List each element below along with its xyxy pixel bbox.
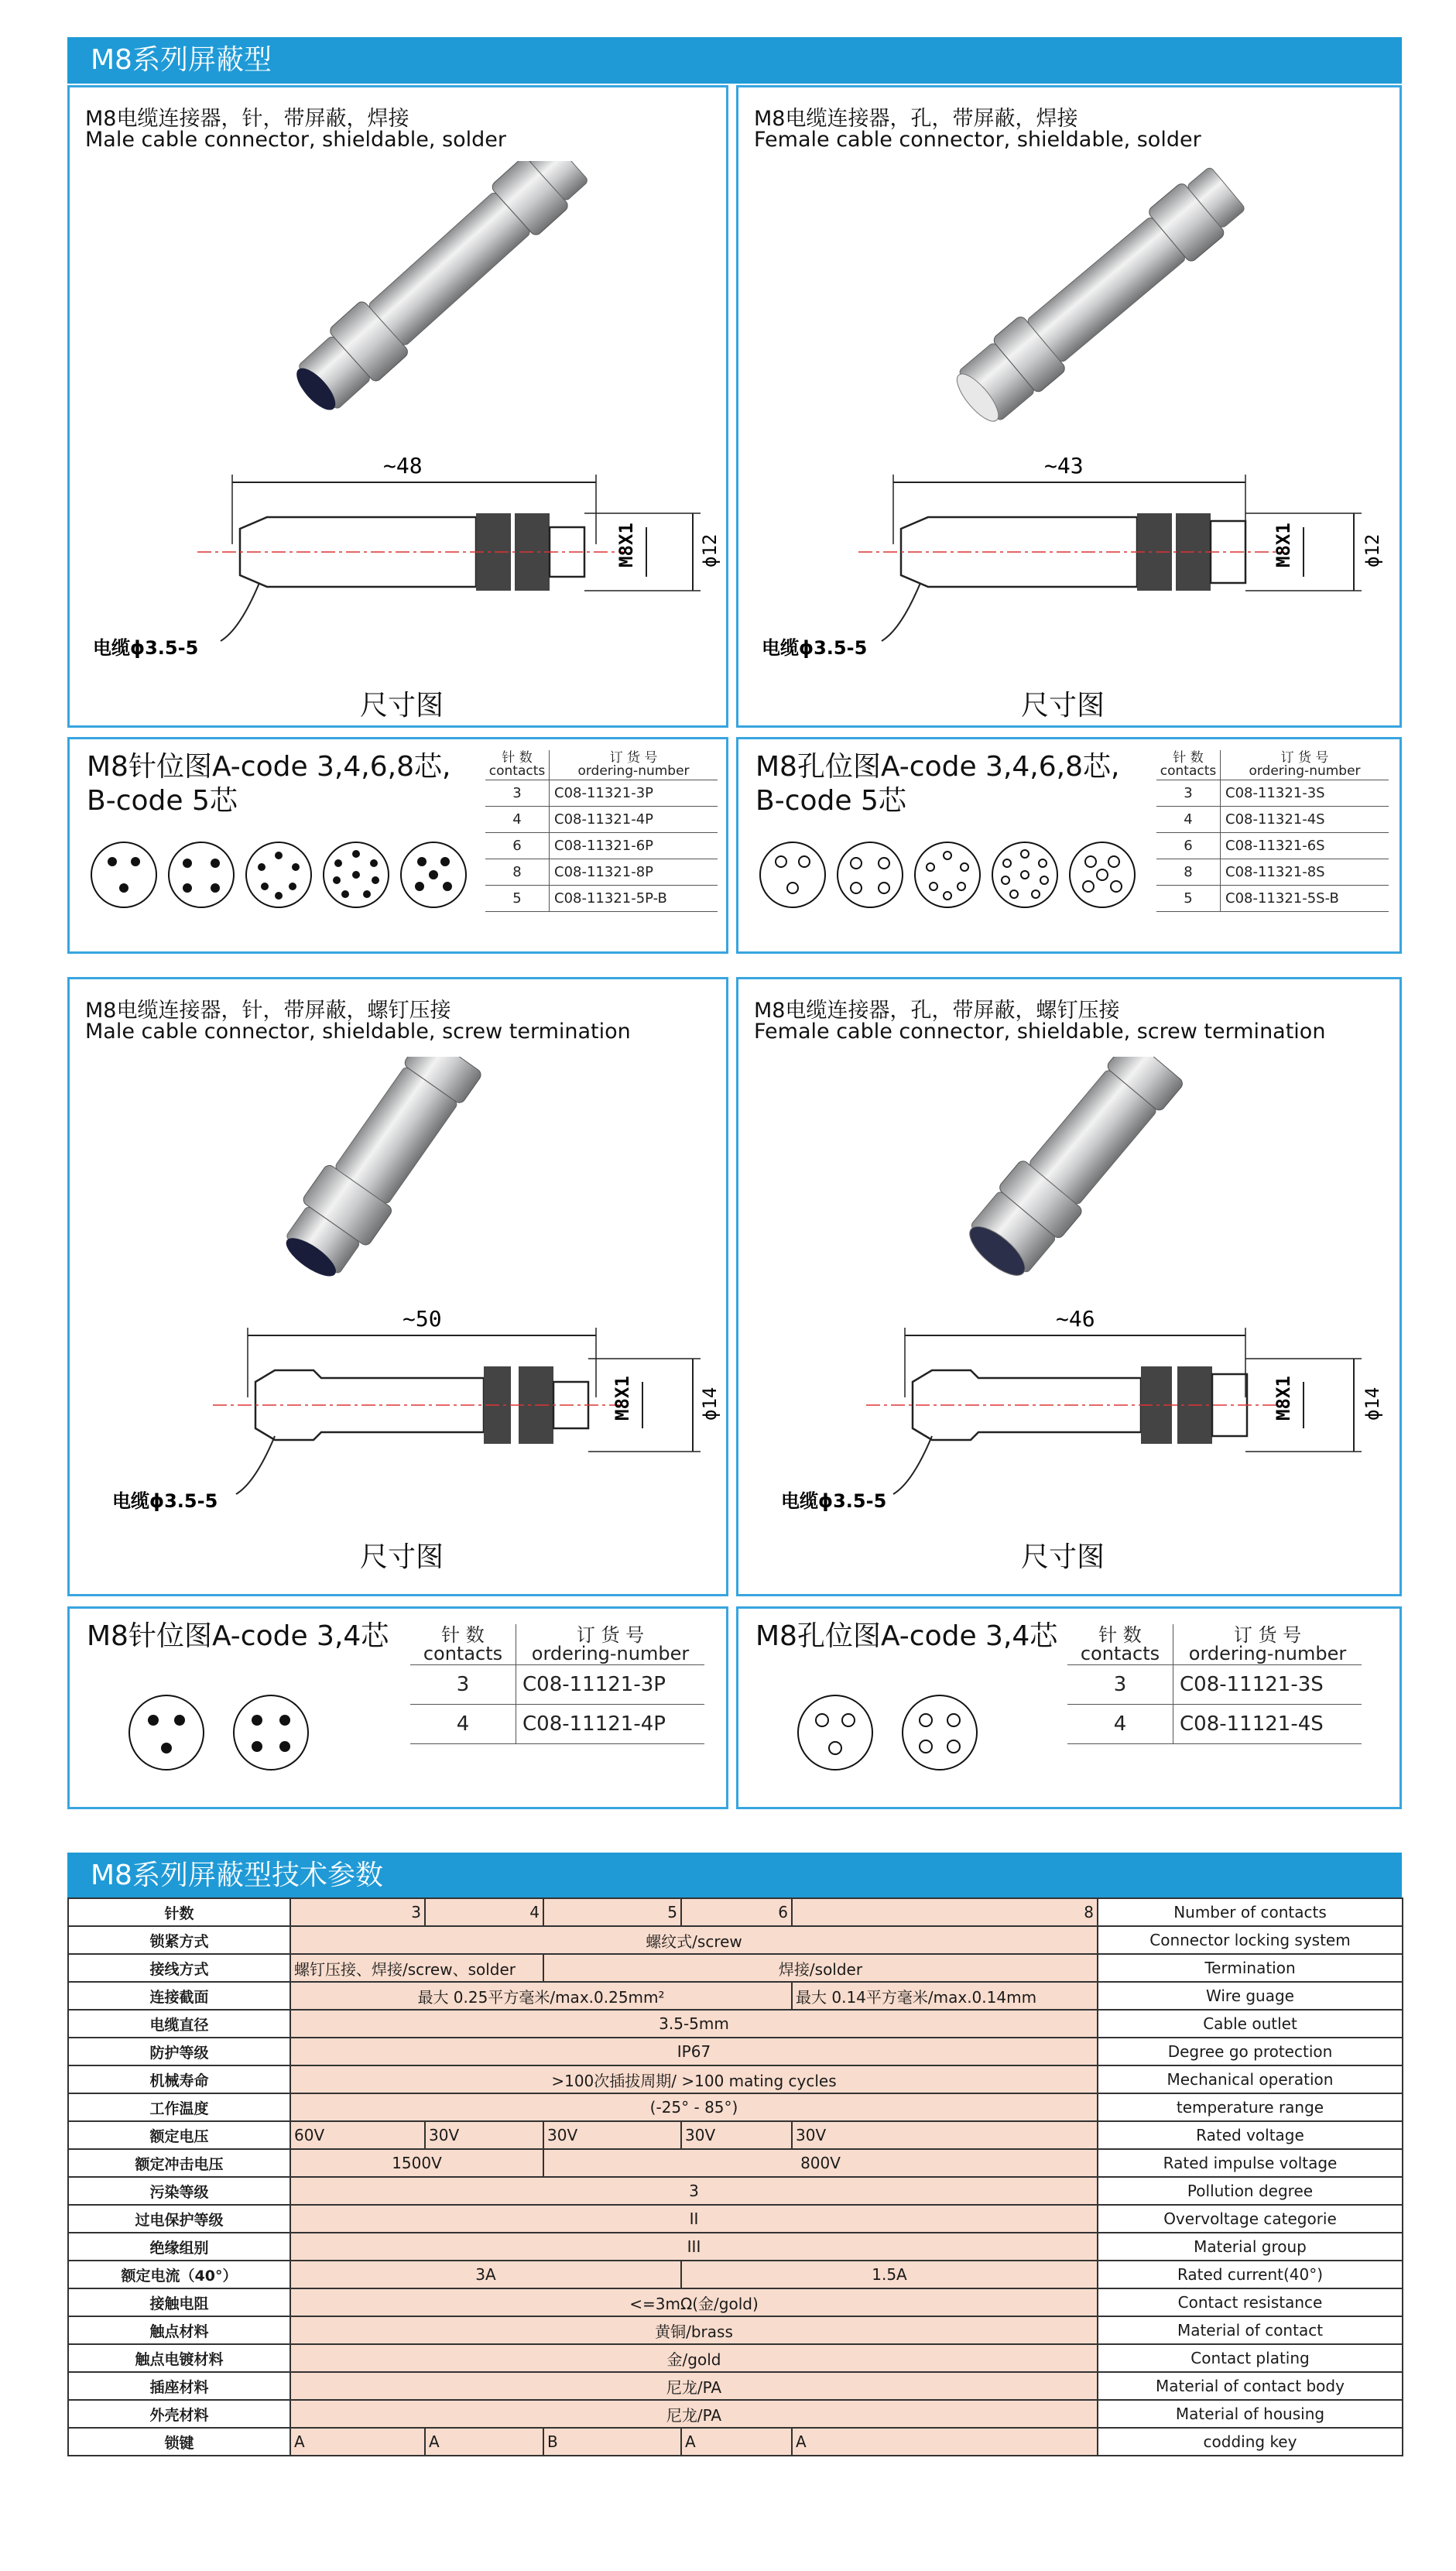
card-male-screw: [67, 977, 728, 1596]
pinout-title: M8孔位图A-code 3,4,6,8芯, B-code 5芯: [755, 751, 1120, 817]
length-text: ~46: [1056, 1306, 1095, 1332]
table-row: 5 C08-11321-5S-B: [1156, 886, 1389, 912]
ordering-table: [1156, 750, 1389, 912]
table-row: 4 C08-11321-4S: [1156, 807, 1389, 833]
table-row: 触点电镀材料 金/gold Contact plating: [68, 2344, 1403, 2372]
dimension-label: 尺寸图: [1021, 690, 1105, 722]
card-title-cn: M8电缆连接器，针，带屏蔽，焊接: [85, 107, 409, 131]
card-title-en: Female cable connector, shieldable, solder: [754, 128, 1201, 152]
table-row: 过电保护等级 II Overvoltage categorie: [68, 2205, 1403, 2233]
pinout-male-screw: [67, 1606, 728, 1809]
cable-text: 电缆ϕ3.5-5: [93, 637, 199, 659]
ordering-header: 订 货 号 ordering-number: [516, 1624, 705, 1665]
pinout-title: M8孔位图A-code 3,4芯: [755, 1620, 1058, 1652]
contacts-header: 针 数 contacts: [410, 1624, 516, 1665]
pin-diagrams: [85, 832, 488, 917]
table-row: 额定电流（40°） 3A 1.5A Rated current(40°): [68, 2261, 1403, 2288]
spec-table: [67, 1897, 1403, 2456]
table-row: 6 C08-11321-6S: [1156, 833, 1389, 859]
table-row: 接触电阻 <=3mΩ(金/gold) Contact resistance: [68, 2288, 1403, 2316]
card-title-cn: M8电缆连接器，孔，带屏蔽，焊接: [754, 107, 1078, 131]
ordering-header: 订 货 号 ordering-number: [1173, 1624, 1362, 1665]
card-title-en: Male cable connector, shieldable, solder: [85, 128, 507, 152]
dimension-drawing: [81, 1304, 724, 1537]
section-title: M8系列屏蔽型技术参数: [67, 1853, 1402, 1899]
dimension-label: 尺寸图: [360, 690, 444, 722]
connector-photo: [909, 161, 1327, 471]
ordering-table: [485, 750, 718, 912]
table-row: 触点材料 黄铜/brass Material of contact: [68, 2316, 1403, 2344]
table-row: 绝缘组别 III Material group: [68, 2233, 1403, 2261]
table-row: 3 C08-11121-3S: [1067, 1665, 1362, 1705]
connector-photo: [916, 1057, 1273, 1304]
table-row: 防护等级 IP67 Degree go protection: [68, 2038, 1403, 2065]
table-row: 针数 3 4 5 6 8 Number of contacts: [68, 1898, 1403, 1926]
pinout-title: M8针位图A-code 3,4,6,8芯, B-code 5芯: [87, 751, 451, 817]
card-female-solder: [736, 85, 1402, 728]
thread-text: M8X1: [612, 1376, 633, 1421]
contacts-header: 针 数 contacts: [485, 750, 550, 780]
cable-text: 电缆ϕ3.5-5: [762, 637, 868, 659]
table-row: 8 C08-11321-8P: [485, 859, 718, 886]
connector-photo: [224, 1057, 581, 1304]
diameter-text: ϕ12: [1362, 533, 1383, 567]
contacts-header: 针 数 contacts: [1156, 750, 1221, 780]
table-row: 3 C08-11121-3P: [410, 1665, 704, 1705]
pinout-title: M8针位图A-code 3,4芯: [87, 1620, 389, 1652]
table-row: 工作温度 (-25° - 85°) temperature range: [68, 2093, 1403, 2121]
table-row: 锁紧方式 螺纹式/screw Connector locking system: [68, 1926, 1403, 1954]
table-row: 6 C08-11321-6P: [485, 833, 718, 859]
connector-photo: [263, 161, 666, 471]
length-text: ~48: [383, 453, 423, 478]
pin-diagrams: [793, 1686, 994, 1779]
table-row: 机械寿命 >100次插拔周期/ >100 mating cycles Mechanical operation: [68, 2065, 1403, 2093]
table-row: 8 C08-11321-8S: [1156, 859, 1389, 886]
dimension-label: 尺寸图: [360, 1541, 444, 1573]
cable-text: 电缆ϕ3.5-5: [781, 1490, 887, 1512]
ordering-header: 订 货 号 ordering-number: [550, 750, 718, 780]
pinout-female-screw: [736, 1606, 1402, 1809]
card-title-cn: M8电缆连接器，孔，带屏蔽，螺钉压接: [754, 999, 1120, 1023]
ordering-header: 订 货 号 ordering-number: [1221, 750, 1389, 780]
table-row: 锁键 A A B A A codding key: [68, 2428, 1403, 2456]
table-row: 4 C08-11121-4S: [1067, 1705, 1362, 1744]
card-title-en: Male cable connector, shieldable, screw termination: [85, 1020, 631, 1044]
table-row: 3 C08-11321-3S: [1156, 780, 1389, 807]
card-title-en: Female cable connector, shieldable, screw termination: [754, 1020, 1326, 1044]
dimension-drawing: [750, 1304, 1393, 1537]
length-text: ~50: [403, 1306, 442, 1332]
pinout-female-solder: [736, 737, 1402, 954]
diameter-text: ϕ14: [699, 1387, 721, 1421]
ordering-table: [410, 1624, 704, 1744]
table-row: 连接截面 最大 0.25平方毫米/max.0.25mm² 最大 0.14平方毫米/max.0.14mm Wire guage: [68, 1982, 1403, 2010]
table-row: 5 C08-11321-5P-B: [485, 886, 718, 912]
pin-diagrams: [754, 832, 1156, 917]
card-title-cn: M8电缆连接器，针，带屏蔽，螺钉压接: [85, 999, 451, 1023]
thread-text: M8X1: [1273, 1376, 1294, 1421]
card-female-screw: [736, 977, 1402, 1596]
diameter-text: ϕ14: [1362, 1387, 1383, 1421]
contacts-header: 针 数 contacts: [1067, 1624, 1173, 1665]
card-male-solder: [67, 85, 728, 728]
table-row: 电缆直径 3.5-5mm Cable outlet: [68, 2010, 1403, 2038]
cable-text: 电缆ϕ3.5-5: [112, 1490, 218, 1512]
table-row: 插座材料 尼龙/PA Material of contact body: [68, 2372, 1403, 2400]
dimension-drawing: [750, 451, 1393, 684]
thread-text: M8X1: [615, 523, 637, 567]
table-row: 额定电压 60V 30V 30V 30V 30V Rated voltage: [68, 2121, 1403, 2149]
table-row: 4 C08-11121-4P: [410, 1705, 704, 1744]
table-row: 3 C08-11321-3P: [485, 780, 718, 807]
pin-diagrams: [124, 1686, 325, 1779]
section-title: M8系列屏蔽型: [67, 37, 1402, 84]
ordering-table: [1067, 1624, 1362, 1744]
table-row: 接线方式 螺钉压接、焊接/screw、solder 焊接/solder Termination: [68, 1954, 1403, 1982]
table-row: 污染等级 3 Pollution degree: [68, 2177, 1403, 2205]
diameter-text: ϕ12: [699, 533, 721, 567]
length-text: ~43: [1044, 453, 1084, 478]
table-row: 外壳材料 尼龙/PA Material of housing: [68, 2400, 1403, 2428]
dimension-label: 尺寸图: [1021, 1541, 1105, 1573]
table-row: 额定冲击电压 1500V 800V Rated impulse voltage: [68, 2149, 1403, 2177]
thread-text: M8X1: [1273, 523, 1294, 567]
table-row: 4 C08-11321-4P: [485, 807, 718, 833]
pinout-male-solder: [67, 737, 728, 954]
dimension-drawing: [81, 451, 724, 684]
